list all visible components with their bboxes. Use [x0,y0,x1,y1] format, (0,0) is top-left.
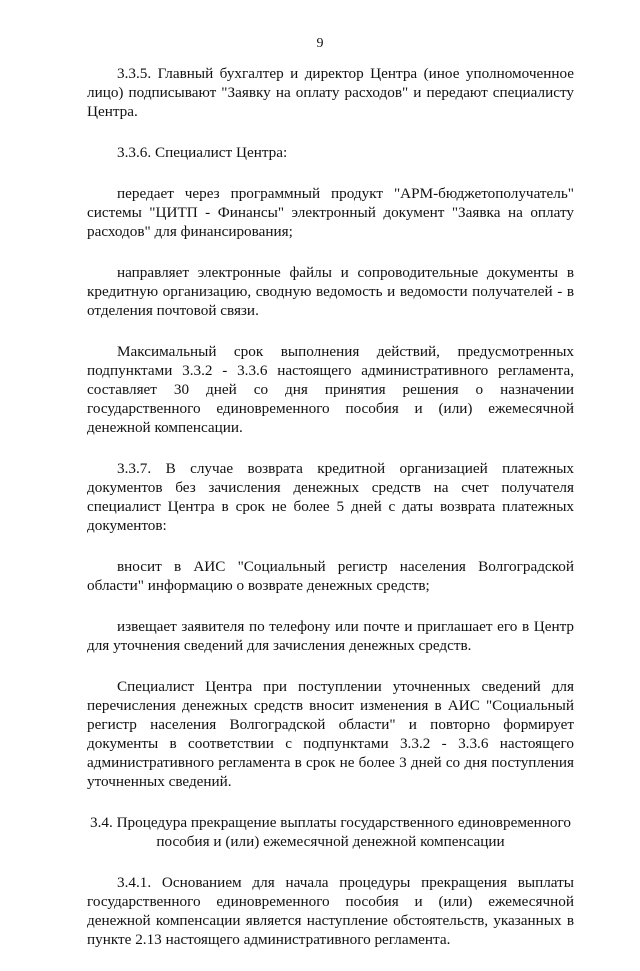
paragraph-enter-ais: вносит в АИС "Социальный регистр населения Волгоградской области" информацию о возврате денежных средств; [87,558,574,594]
document-body [87,64,574,971]
paragraph-3-3-6: 3.3.6. Специалист Центра: [117,144,288,161]
paragraph-3-3-5: 3.3.5. Главный бухгалтер и директор Центра (иное уполномоченное лицо) подписывают "Заявку на оплату расходов" и передают специалисту Центра. [87,65,574,120]
paragraph-specialist-updates: Специалист Центра при поступлении уточненных сведений для перечисления денежных средств вносит изменения в АИС "Социальный регистр населения Волгоградской области" и повторно формирует документы в соответствии с подпунктами 3.3.2 - 3.3.6 настоящего административного регламента в срок не более 3 дней со дня поступления уточненных сведений. [87,678,574,790]
section-heading-3-4: 3.4. Процедура прекращение выплаты государственного единовременного пособия и (или) ежемесячной денежной компенсации [90,814,571,850]
paragraph-send-files: направляет электронные файлы и сопроводительные документы в кредитную организацию, сводную ведомость и ведомости получателей - в отделения почтовой связи. [87,264,574,319]
paragraph-transfer: передает через программный продукт "АРМ-бюджетополучатель" системы "ЦИТП - Финансы" электронный документ "Заявка на оплату расходов" для финансирования; [87,185,574,240]
paragraph-3-3-7: 3.3.7. В случае возврата кредитной организацией платежных документов без зачисления денежных средств на счет получателя специалист Центра в срок не более 5 дней с даты возврата платежных документов: [87,460,574,534]
paragraph-max-term: Максимальный срок выполнения действий, предусмотренных подпунктами 3.3.2 - 3.3.6 настоящего административного регламента, составляет 30 дней со дня принятия решения о назначении государственного единовременного пособия и (или) ежемесячной денежной компенсации. [87,343,574,436]
page-number: 9 [316,36,324,51]
paragraph-3-4-1: 3.4.1. Основанием для начала процедуры прекращения выплаты государственного единовременного пособия и (или) ежемесячной денежной компенсации является наступление обстоятельств, указанных в пункте 2.13 настоящего административного регламента. [87,874,574,948]
paragraph-notify: извещает заявителя по телефону или почте и приглашает его в Центр для уточнения сведений для зачисления денежных средств. [87,618,574,654]
